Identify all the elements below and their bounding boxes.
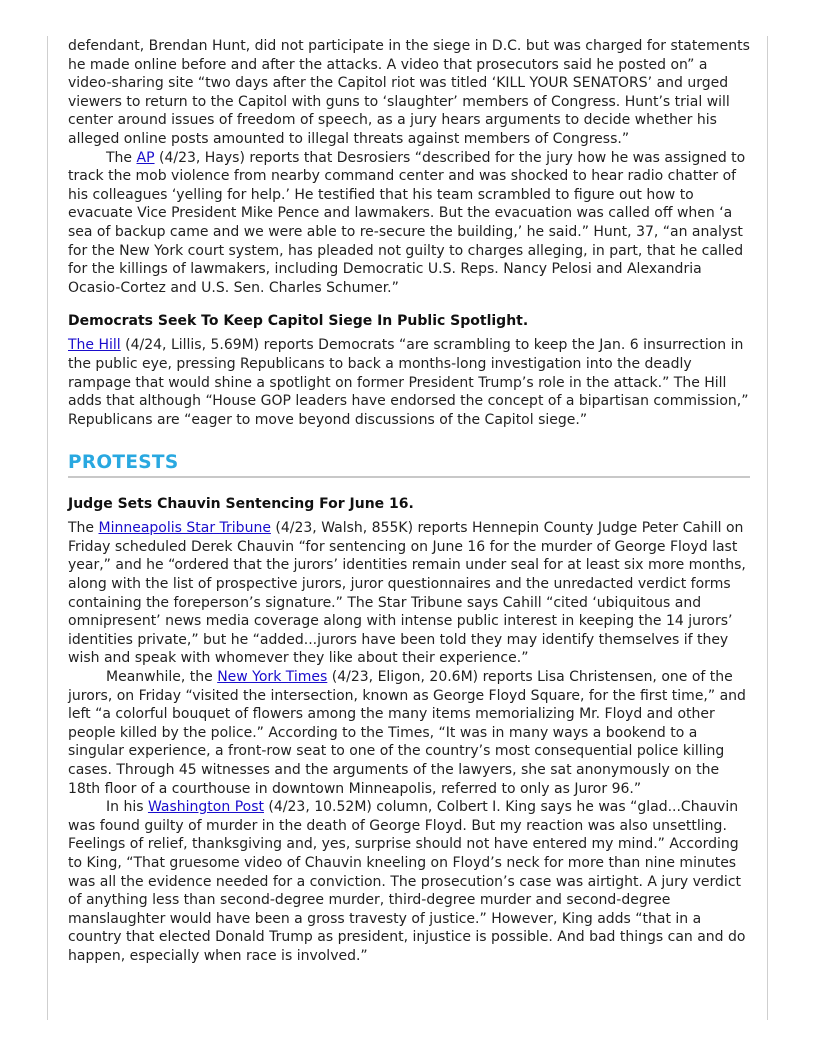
text-segment: Meanwhile, the: [106, 669, 218, 686]
continued-paragraph-1: defendant, Brendan Hunt, did not participate in the siege in D.C. but was charged for statements he made online before and after the attacks. A video that prosecutors said he posted on” a video-sharing site “two days after the Capitol riot was titled ‘KILL YOUR SENATORS’ and urged viewers to return to the Capitol with guns to ‘slaughter’ members of Congress. Hunt’s trial will center around issues of freedom of speech, as a jury hears arguments to decide whether his alleged online posts amounted to illegal threats against members of Congress.”: [68, 38, 750, 147]
text-segment: (4/23, Hays) reports that Desrosiers “described for the jury how he was assigned to track the mob violence from nearby command center and was shocked to hear radio chatter of his colleagues ‘yelling for help.’ He testified that his team scrambled to figure out how to evacuate Vice President Mike Pence and lawmakers. But the evacuation was called off when ‘a sea of backup came and we were able to re-secure the building,’ he said.” Hunt, 37, “an analyst for the New York court system, has pleaded not guilty to charges alleging, in part, that he called for the killings of lawmakers, including Democratic U.S. Reps. Nancy Pelosi and Alexandria Ocasio-Cortez and U.S. Sen. Charles Schumer.”: [68, 149, 746, 296]
text-segment: (4/24, Lillis, 5.69M) reports Democrats “are scrambling to keep the Jan. 6 insurrection in the public eye, pressing Republicans to back a months-long investigation into the deadly rampage that would shine a spotlight on former President Trump’s role in the attack.” The Hill adds that although “House GOP leaders have endorsed the concept of a bipartisan commission,” Republicans are “eager to move beyond discussions of the Capitol siege.”: [68, 337, 749, 428]
star-tribune-link[interactable]: Minneapolis Star Tribune: [98, 520, 271, 537]
chauvin-headline: Judge Sets Chauvin Sentencing For June 16.: [68, 496, 414, 513]
democrats-headline: Democrats Seek To Keep Capitol Siege In Public Spotlight.: [68, 313, 529, 330]
the-hill-link[interactable]: The Hill: [68, 337, 121, 354]
ap-link[interactable]: AP: [136, 149, 155, 166]
democrats-paragraph-1: [68, 336, 750, 429]
section-heading-protests: PROTESTS: [68, 451, 750, 478]
text-segment: The: [68, 520, 99, 537]
text-segment: (4/23, Walsh, 855K) reports Hennepin County Judge Peter Cahill on Friday scheduled Derek Chauvin “for sentencing on June 16 for the murder of George Floyd last year,” and he “ordered that the jurors’ identities remain under seal for at least six more months, along with the list of prospective jurors, juror questionnaires and the unredacted verdict forms containing the foreperson’s signature.” The Star Tribune says Cahill “cited ‘ubiquitous and omnipresent’ news media coverage along with intense public interest in keeping the 14 jurors’ identities private,” but he “added...jurors have been told they may identify themselves if they wish and speak with whomever they like about their experience.”: [68, 520, 746, 667]
text-segment: In his: [106, 799, 148, 816]
nyt-link[interactable]: New York Times: [217, 669, 328, 686]
chauvin-paragraph-1: [68, 519, 750, 668]
chauvin-paragraph-3: [68, 798, 750, 965]
text-segment: (4/23, Eligon, 20.6M) reports Lisa Christensen, one of the jurors, on Friday “visited the intersection, known as George Floyd Square, for the first time,” and left “a colorful bouquet of flowers among the many items memorializing Mr. Floyd and other people killed by the police.” According to the Times, “It was in many ways a bookend to a singular experience, a front-row seat to one of the country’s most consequential police killing cases. Through 45 witnesses and the arguments of the lawyers, she sat anonymously on the 18th floor of a courthouse in downtown Minneapolis, referred to only as Juror 96.”: [68, 669, 746, 797]
chauvin-paragraph-2: [68, 668, 750, 798]
text-segment: (4/23, 10.52M) column, Colbert I. King says he was “glad...Chauvin was found guilty of murder in the death of George Floyd. But my reaction was also unsettling. Feelings of relief, thanksgiving and, yes, surprise should not have entered my mind.” According to King, “That gruesome video of Chauvin kneeling on Floyd’s neck for more than nine minutes was all the evidence needed for a conviction. The prosecution’s case was airtight. A jury verdict of anything less than second-degree murder, third-degree murder and second-degree manslaughter would have been a gross travesty of justice.” However, King adds “that in a country that elected Donald Trump as president, injustice is possible. And bad things can and do happen, especially when race is involved.”: [68, 799, 746, 964]
text-segment: The: [106, 149, 137, 166]
document-content: [68, 37, 750, 966]
continued-paragraph-2: [68, 149, 750, 298]
washington-post-link[interactable]: Washington Post: [147, 799, 264, 816]
